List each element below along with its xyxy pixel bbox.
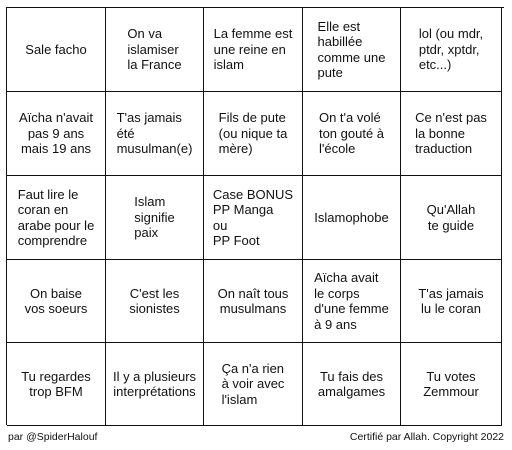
cropped-title-remnant xyxy=(0,0,512,6)
cell-text: Elle est habillée comme une pute xyxy=(317,18,386,80)
bingo-cell xyxy=(7,176,106,260)
bingo-cell xyxy=(401,8,502,92)
bingo-cell xyxy=(303,176,401,260)
cell-text: Sale facho xyxy=(25,41,87,57)
cell-text: Case BONUS PP Manga ou PP Foot xyxy=(212,186,294,248)
cell-text: Aïcha n'avait pas 9 ans mais 19 ans xyxy=(18,110,94,157)
bingo-cell xyxy=(303,8,401,92)
bingo-grid xyxy=(6,7,504,425)
bingo-cell xyxy=(7,8,106,92)
cell-text: T'as jamais lu le coran xyxy=(418,285,484,316)
bingo-cell xyxy=(303,260,401,343)
cell-text: On baise vos soeurs xyxy=(24,285,88,316)
cell-text: Islamophobe xyxy=(314,209,389,225)
cell-text: Ça n'a rien à voir avec l'islam xyxy=(221,360,285,407)
bingo-cell xyxy=(401,343,502,426)
bingo-cell xyxy=(303,343,401,426)
cell-text: Tu regardes trop BFM xyxy=(21,368,91,399)
bingo-cell xyxy=(204,8,303,92)
footer-copyright: Certifié par Allah. Copyright 2022 xyxy=(349,431,504,443)
bingo-cell xyxy=(106,176,204,260)
cell-text: C'est les sionistes xyxy=(129,285,180,316)
bingo-cell xyxy=(106,92,204,176)
cell-text: Faut lire le coran en arabe pour le comprendre xyxy=(17,186,95,248)
bingo-cell xyxy=(204,260,303,343)
bingo-cell xyxy=(106,8,204,92)
cell-text: Tu votes Zemmour xyxy=(423,368,479,399)
cell-text: On va islamiser la France xyxy=(127,26,182,73)
cell-text: Il y a plusieurs interprétations xyxy=(112,368,197,399)
bingo-cell xyxy=(204,343,303,426)
cell-text: Islam signifie paix xyxy=(134,194,175,241)
cell-text: T'as jamais été musulman(e) xyxy=(116,110,193,157)
bingo-cell xyxy=(7,92,106,176)
cell-text: Aïcha avait le corps d'une femme à 9 ans xyxy=(314,270,389,332)
cell-text: Qu'Allah te guide xyxy=(426,202,476,233)
bingo-cell xyxy=(303,92,401,176)
bingo-cell xyxy=(204,92,303,176)
bingo-cell xyxy=(7,343,106,426)
cell-text: Ce n'est pas la bonne traduction xyxy=(415,110,487,157)
bingo-cell xyxy=(7,260,106,343)
cell-text: On t'a volé ton gouté à l'école xyxy=(318,110,385,157)
cell-text: Tu fais des amalgames xyxy=(317,368,386,399)
bingo-cell xyxy=(106,260,204,343)
bingo-cell xyxy=(106,343,204,426)
cell-text: On naît tous musulmans xyxy=(217,285,289,316)
bingo-cell xyxy=(401,260,502,343)
bingo-cell xyxy=(401,92,502,176)
cell-text: La femme est une reine en islam xyxy=(213,26,293,73)
cell-text: Fils de pute (ou nique ta mère) xyxy=(218,110,288,157)
bingo-cell xyxy=(204,176,303,260)
bingo-cell xyxy=(401,176,502,260)
footer-credit: par @SpiderHalouf xyxy=(8,431,98,443)
cell-text: lol (ou mdr, ptdr, xptdr, etc...) xyxy=(418,26,484,73)
